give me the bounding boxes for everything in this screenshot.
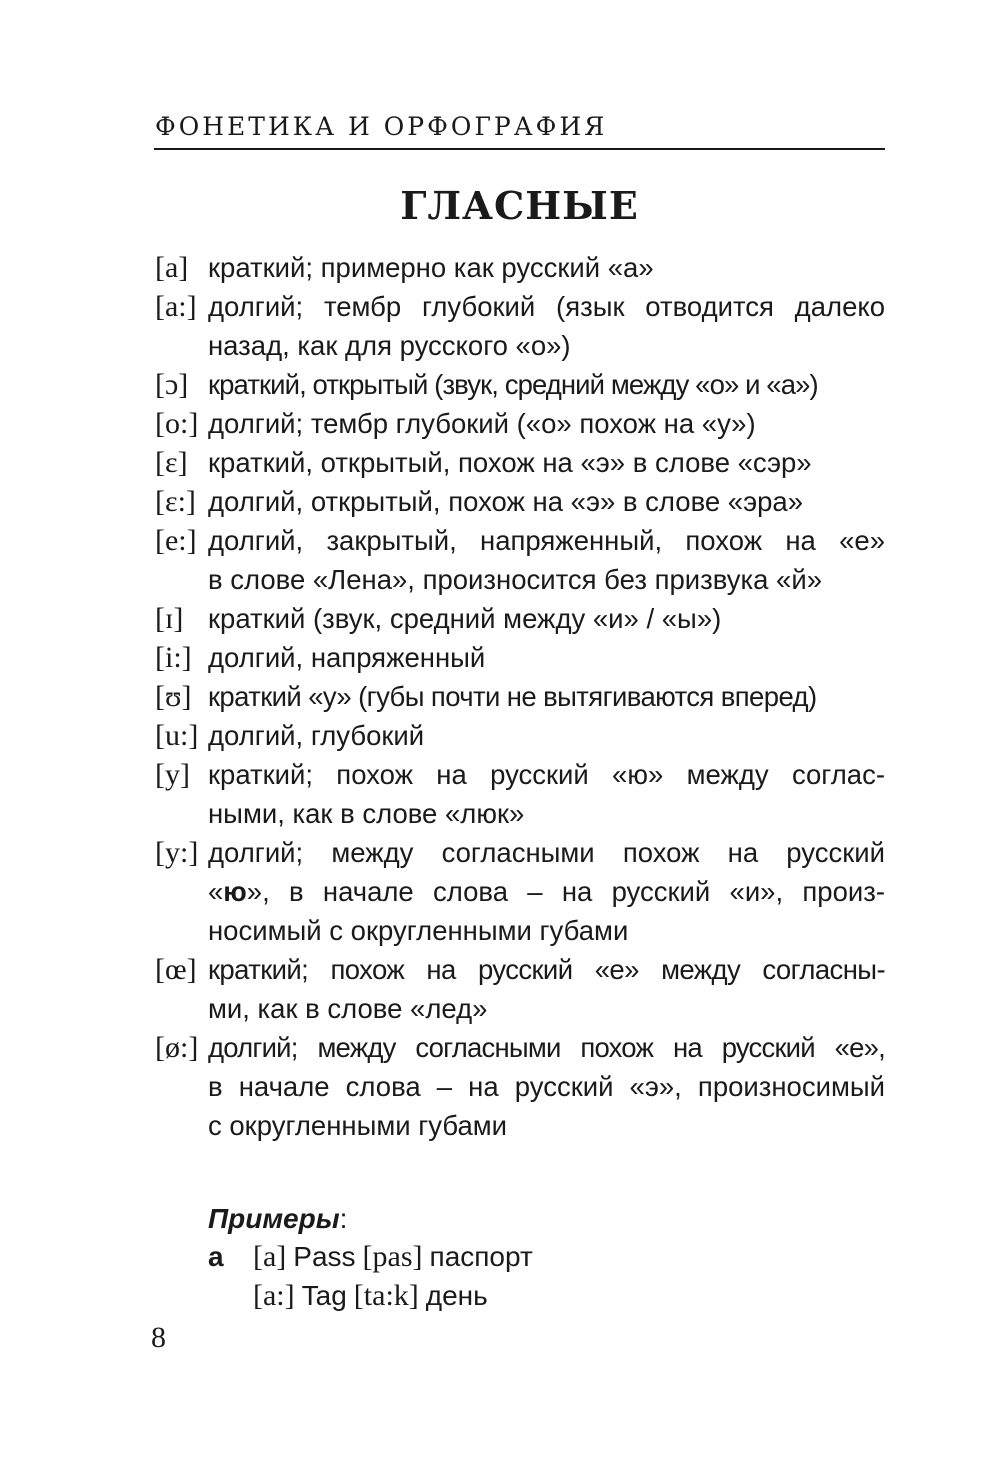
vowel-symbol: [i:] bbox=[155, 641, 192, 674]
vowel-entry bbox=[155, 365, 885, 404]
vowel-description-line: долгий; между согласными похож на русский bbox=[208, 837, 885, 868]
vowel-description-line: долгий; тембр глубокий (язык отводится далеко bbox=[208, 291, 885, 322]
example-row bbox=[253, 1276, 488, 1316]
vowel-symbol: [e:] bbox=[155, 524, 197, 557]
header-rule bbox=[154, 148, 885, 150]
vowel-description bbox=[208, 443, 885, 482]
vowel-description-line: в начале слова – на русский «э», произносимый bbox=[208, 1071, 885, 1102]
vowel-entry bbox=[155, 950, 885, 1028]
vowel-description-line: долгий; между согласными похож на русский «е», bbox=[208, 1032, 885, 1063]
section-title: ГЛАСНЫЕ bbox=[400, 183, 639, 228]
vowel-description-line: краткий (звук, средний между «и» / «ы») bbox=[208, 603, 722, 634]
vowel-entry bbox=[155, 638, 885, 677]
vowel-symbol: [a] bbox=[155, 251, 189, 284]
vowel-description bbox=[208, 404, 885, 443]
vowel-list bbox=[155, 248, 885, 1145]
vowel-entry bbox=[155, 404, 885, 443]
vowel-description bbox=[208, 365, 885, 404]
examples-heading-colon: : bbox=[339, 1203, 348, 1234]
vowel-symbol: [œ] bbox=[155, 953, 197, 986]
vowel-entry bbox=[155, 1028, 885, 1145]
vowel-entry bbox=[155, 755, 885, 833]
vowel-description-line: в слове «Лена», произносится без призвука «й» bbox=[208, 564, 822, 595]
vowel-description-line: ными, как в слове «люк» bbox=[208, 798, 525, 829]
vowel-description bbox=[208, 521, 885, 599]
vowel-symbol: [ɛ:] bbox=[155, 485, 196, 518]
vowel-entry bbox=[155, 287, 885, 365]
vowel-entry bbox=[155, 482, 885, 521]
vowel-symbol: [u:] bbox=[155, 719, 199, 752]
vowel-description-line: долгий, глубокий bbox=[208, 720, 425, 751]
vowel-description-line: с округленными губами bbox=[208, 1110, 508, 1141]
vowel-description bbox=[208, 833, 885, 950]
vowel-description bbox=[208, 599, 885, 638]
vowel-symbol: [y] bbox=[155, 758, 190, 791]
vowel-description bbox=[208, 287, 885, 365]
vowel-description-line: долгий, напряженный bbox=[208, 642, 486, 673]
example-word: Pass bbox=[293, 1241, 356, 1272]
vowel-description-line: долгий, открытый, похож на «э» в слове «эра» bbox=[208, 486, 804, 517]
example-sound: [a] bbox=[253, 1240, 287, 1273]
vowel-symbol: [a:] bbox=[155, 290, 197, 323]
example-word: Tag bbox=[301, 1280, 347, 1311]
vowel-symbol: [o:] bbox=[155, 407, 199, 440]
vowel-entry bbox=[155, 443, 885, 482]
vowel-entry bbox=[155, 833, 885, 950]
running-head: ФОНЕТИКА И ОРФОГРАФИЯ bbox=[155, 112, 608, 141]
vowel-description-line: долгий; тембр глубокий («о» похож на «у») bbox=[208, 408, 756, 439]
examples-heading-label: Примеры bbox=[208, 1203, 340, 1234]
vowel-description-line: ми, как в слове «лед» bbox=[208, 993, 488, 1024]
vowel-description-line: краткий, открытый (звук, средний между «о» и «а») bbox=[208, 369, 818, 400]
page-number: 8 bbox=[151, 1321, 166, 1354]
examples-heading bbox=[208, 1199, 347, 1238]
vowel-symbol: [y:] bbox=[155, 836, 199, 869]
vowel-description-line: краткий, открытый, похож на «э» в слове «сэр» bbox=[208, 447, 812, 478]
vowel-description bbox=[208, 716, 885, 755]
vowel-description-line: назад, как для русского «о») bbox=[208, 330, 571, 361]
vowel-description bbox=[208, 1028, 885, 1145]
example-translation: паспорт bbox=[429, 1241, 533, 1272]
vowel-symbol: [ɛ] bbox=[155, 446, 188, 479]
example-translation: день bbox=[425, 1280, 488, 1311]
vowel-description bbox=[208, 950, 885, 1028]
example-transcription: [pas] bbox=[362, 1240, 423, 1273]
vowel-entry bbox=[155, 521, 885, 599]
example-transcription: [ta:k] bbox=[353, 1279, 419, 1312]
vowel-entry bbox=[155, 599, 885, 638]
vowel-description bbox=[208, 482, 885, 521]
vowel-description-line: краткий; похож на русский «е» между согласны- bbox=[208, 954, 885, 985]
vowel-entry bbox=[155, 677, 885, 716]
example-row bbox=[253, 1237, 533, 1277]
vowel-description-line: краткий «у» (губы почти не вытягиваются вперед) bbox=[208, 681, 817, 712]
vowel-description-line: краткий; похож на русский «ю» между соглас- bbox=[208, 759, 885, 790]
vowel-description bbox=[208, 755, 885, 833]
vowel-symbol: [ʊ] bbox=[155, 680, 192, 713]
vowel-description bbox=[208, 638, 885, 677]
example-sound: [a:] bbox=[253, 1279, 295, 1312]
vowel-description-line: долгий, закрытый, напряженный, похож на «е» bbox=[208, 525, 885, 556]
example-letter: a bbox=[208, 1241, 224, 1272]
vowel-entry bbox=[155, 716, 885, 755]
vowel-description-line: «ю», в начале слова – на русский «и», произ- bbox=[208, 876, 885, 907]
vowel-description bbox=[208, 248, 885, 287]
vowel-description bbox=[208, 677, 885, 716]
vowel-symbol: [ɪ] bbox=[155, 602, 184, 635]
vowel-description-line: краткий; примерно как русский «а» bbox=[208, 252, 654, 283]
vowel-symbol: [ɔ] bbox=[155, 368, 189, 401]
vowel-entry bbox=[155, 248, 885, 287]
vowel-symbol: [ø:] bbox=[155, 1031, 199, 1064]
vowel-description-line: носимый с округленными губами bbox=[208, 915, 629, 946]
